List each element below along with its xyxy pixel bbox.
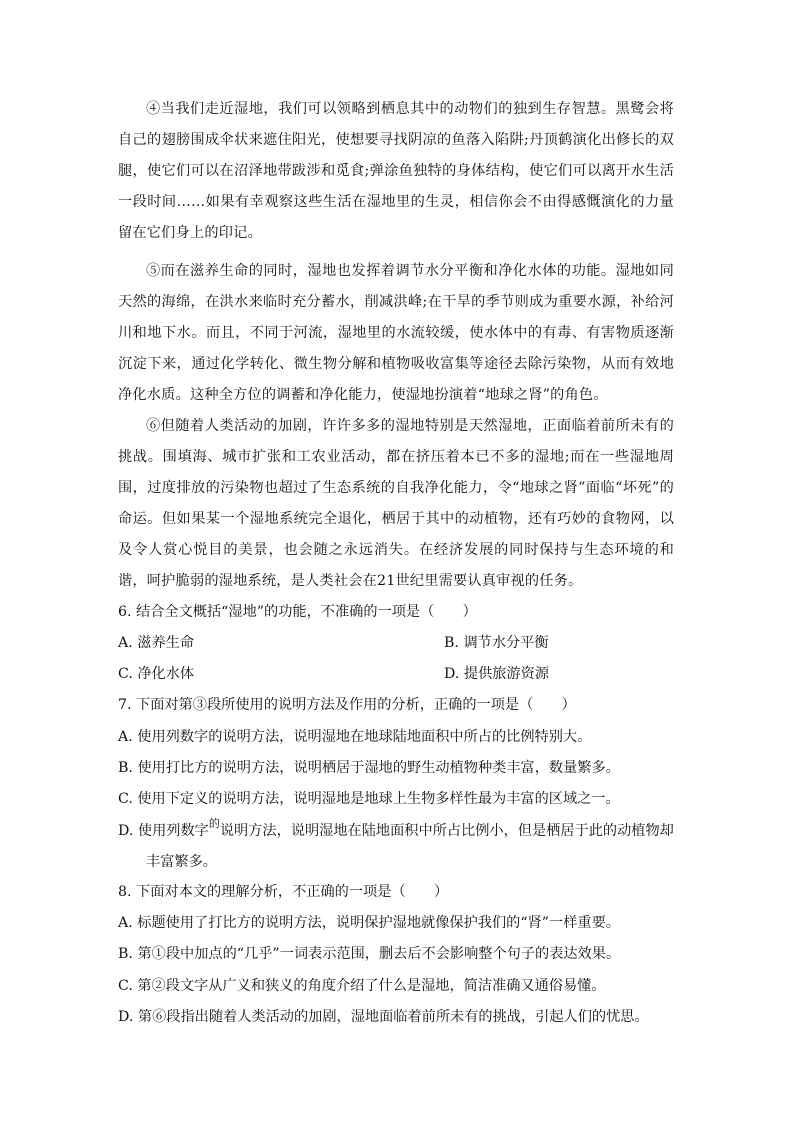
paragraph-6: ⑥但随着人类活动的加剧，许许多多的湿地特别是天然湿地，正面临着前所未有的挑战。围填海、城市扩张和工农业活动，都在挤压着本已不多的湿地;而在一些湿地周围，过度排放的污染物也超过了生态系统的自我净化能力，令“地球之肾”面临“坏死”的命运。但如果某一个湿地系统完全退化，栖居于其中的动植物，还有巧妙的食物网，以及令人赏心悦目的美景，也会随之永远消失。在经济发展的同时保持与生态环境的和谐，呵护脆弱的湿地系统，是人类社会在21世纪里需要认真审视的任务。: [118, 418, 674, 589]
question-7-option-c: C. 使用下定义的说明方法，说明湿地是地球上生物多样性最为丰富的区域之一。: [118, 791, 620, 807]
option-d-part1: D. 使用列数字: [118, 823, 209, 839]
question-6-option-d: D. 提供旅游资源: [444, 666, 550, 682]
question-6-option-a: A. 滋养生命: [118, 635, 195, 651]
option-d-continuation: 丰富繁多。: [146, 854, 217, 870]
option-d-part2: 说明方法，说明湿地在陆地面积中所占比例小，但是栖居于此的动植物却: [219, 823, 674, 839]
question-8-option-d: D. 第⑥段指出随着人类活动的加剧，湿地面临着前所未有的挑战，引起人们的忧思。: [118, 1009, 649, 1025]
option-d-superscript: 的: [208, 817, 220, 830]
question-6-option-b: B. 调节水分平衡: [444, 635, 549, 651]
question-6-option-c: C. 净化水体: [118, 666, 195, 682]
question-7-stem: 7. 下面对第③段所使用的说明方法及作用的分析，正确的一项是（ ）: [118, 697, 576, 713]
question-7-option-a: A. 使用列数字的说明方法，说明湿地在地球陆地面积中所占的比例特别大。: [118, 729, 592, 745]
question-8-option-a: A. 标题使用了打比方的说明方法，说明保护湿地就像保护我们的“肾”一样重要。: [118, 915, 620, 931]
question-6-stem: 6. 结合全文概括“湿地”的功能，不准确的一项是（ ）: [118, 604, 477, 620]
paragraph-5: ⑤而在滋养生命的同时，湿地也发挥着调节水分平衡和净化水体的功能。湿地如同天然的海绵，在洪水来临时充分蓄水，削减洪峰;在干旱的季节则成为重要水源，补给河川和地下水。而且，不同于河流，湿地里的水流较缓，使水体中的有毒、有害物质逐渐沉淀下来，通过化学转化、微生物分解和植物吸收富集等途径去除污染物，从而有效地净化水质。这种全方位的调蓄和净化能力，使湿地扮演着“地球之肾”的角色。: [118, 263, 674, 403]
question-7-option-d: [118, 816, 678, 878]
question-7-option-b: B. 使用打比方的说明方法，说明栖居于湿地的野生动植物种类丰富，数量繁多。: [118, 760, 620, 776]
question-8-option-c: C. 第②段文字从广义和狭义的角度介绍了什么是湿地，简洁准确又通俗易懂。: [118, 978, 606, 994]
question-8-option-b: B. 第①段中加点的“几乎”一词表示范围，删去后不会影响整个句子的表达效果。: [118, 946, 621, 962]
question-8-stem: 8. 下面对本文的理解分析，不正确的一项是（ ）: [118, 884, 449, 900]
paragraph-4: ④当我们走近湿地，我们可以领略到栖息其中的动物们的独到生存智慧。黑鹭会将自己的翅膀围成伞状来遮住阳光，使想要寻找阴凉的鱼落入陷阱;丹顶鹤演化出修长的双腿，使它们可以在沼泽地带跋涉和觅食;弹涂鱼独特的身体结构，使它们可以离开水生活一段时间……如果有幸观察这些生活在湿地里的生灵，相信你会不由得感慨演化的力量留在它们身上的印记。: [118, 101, 674, 241]
